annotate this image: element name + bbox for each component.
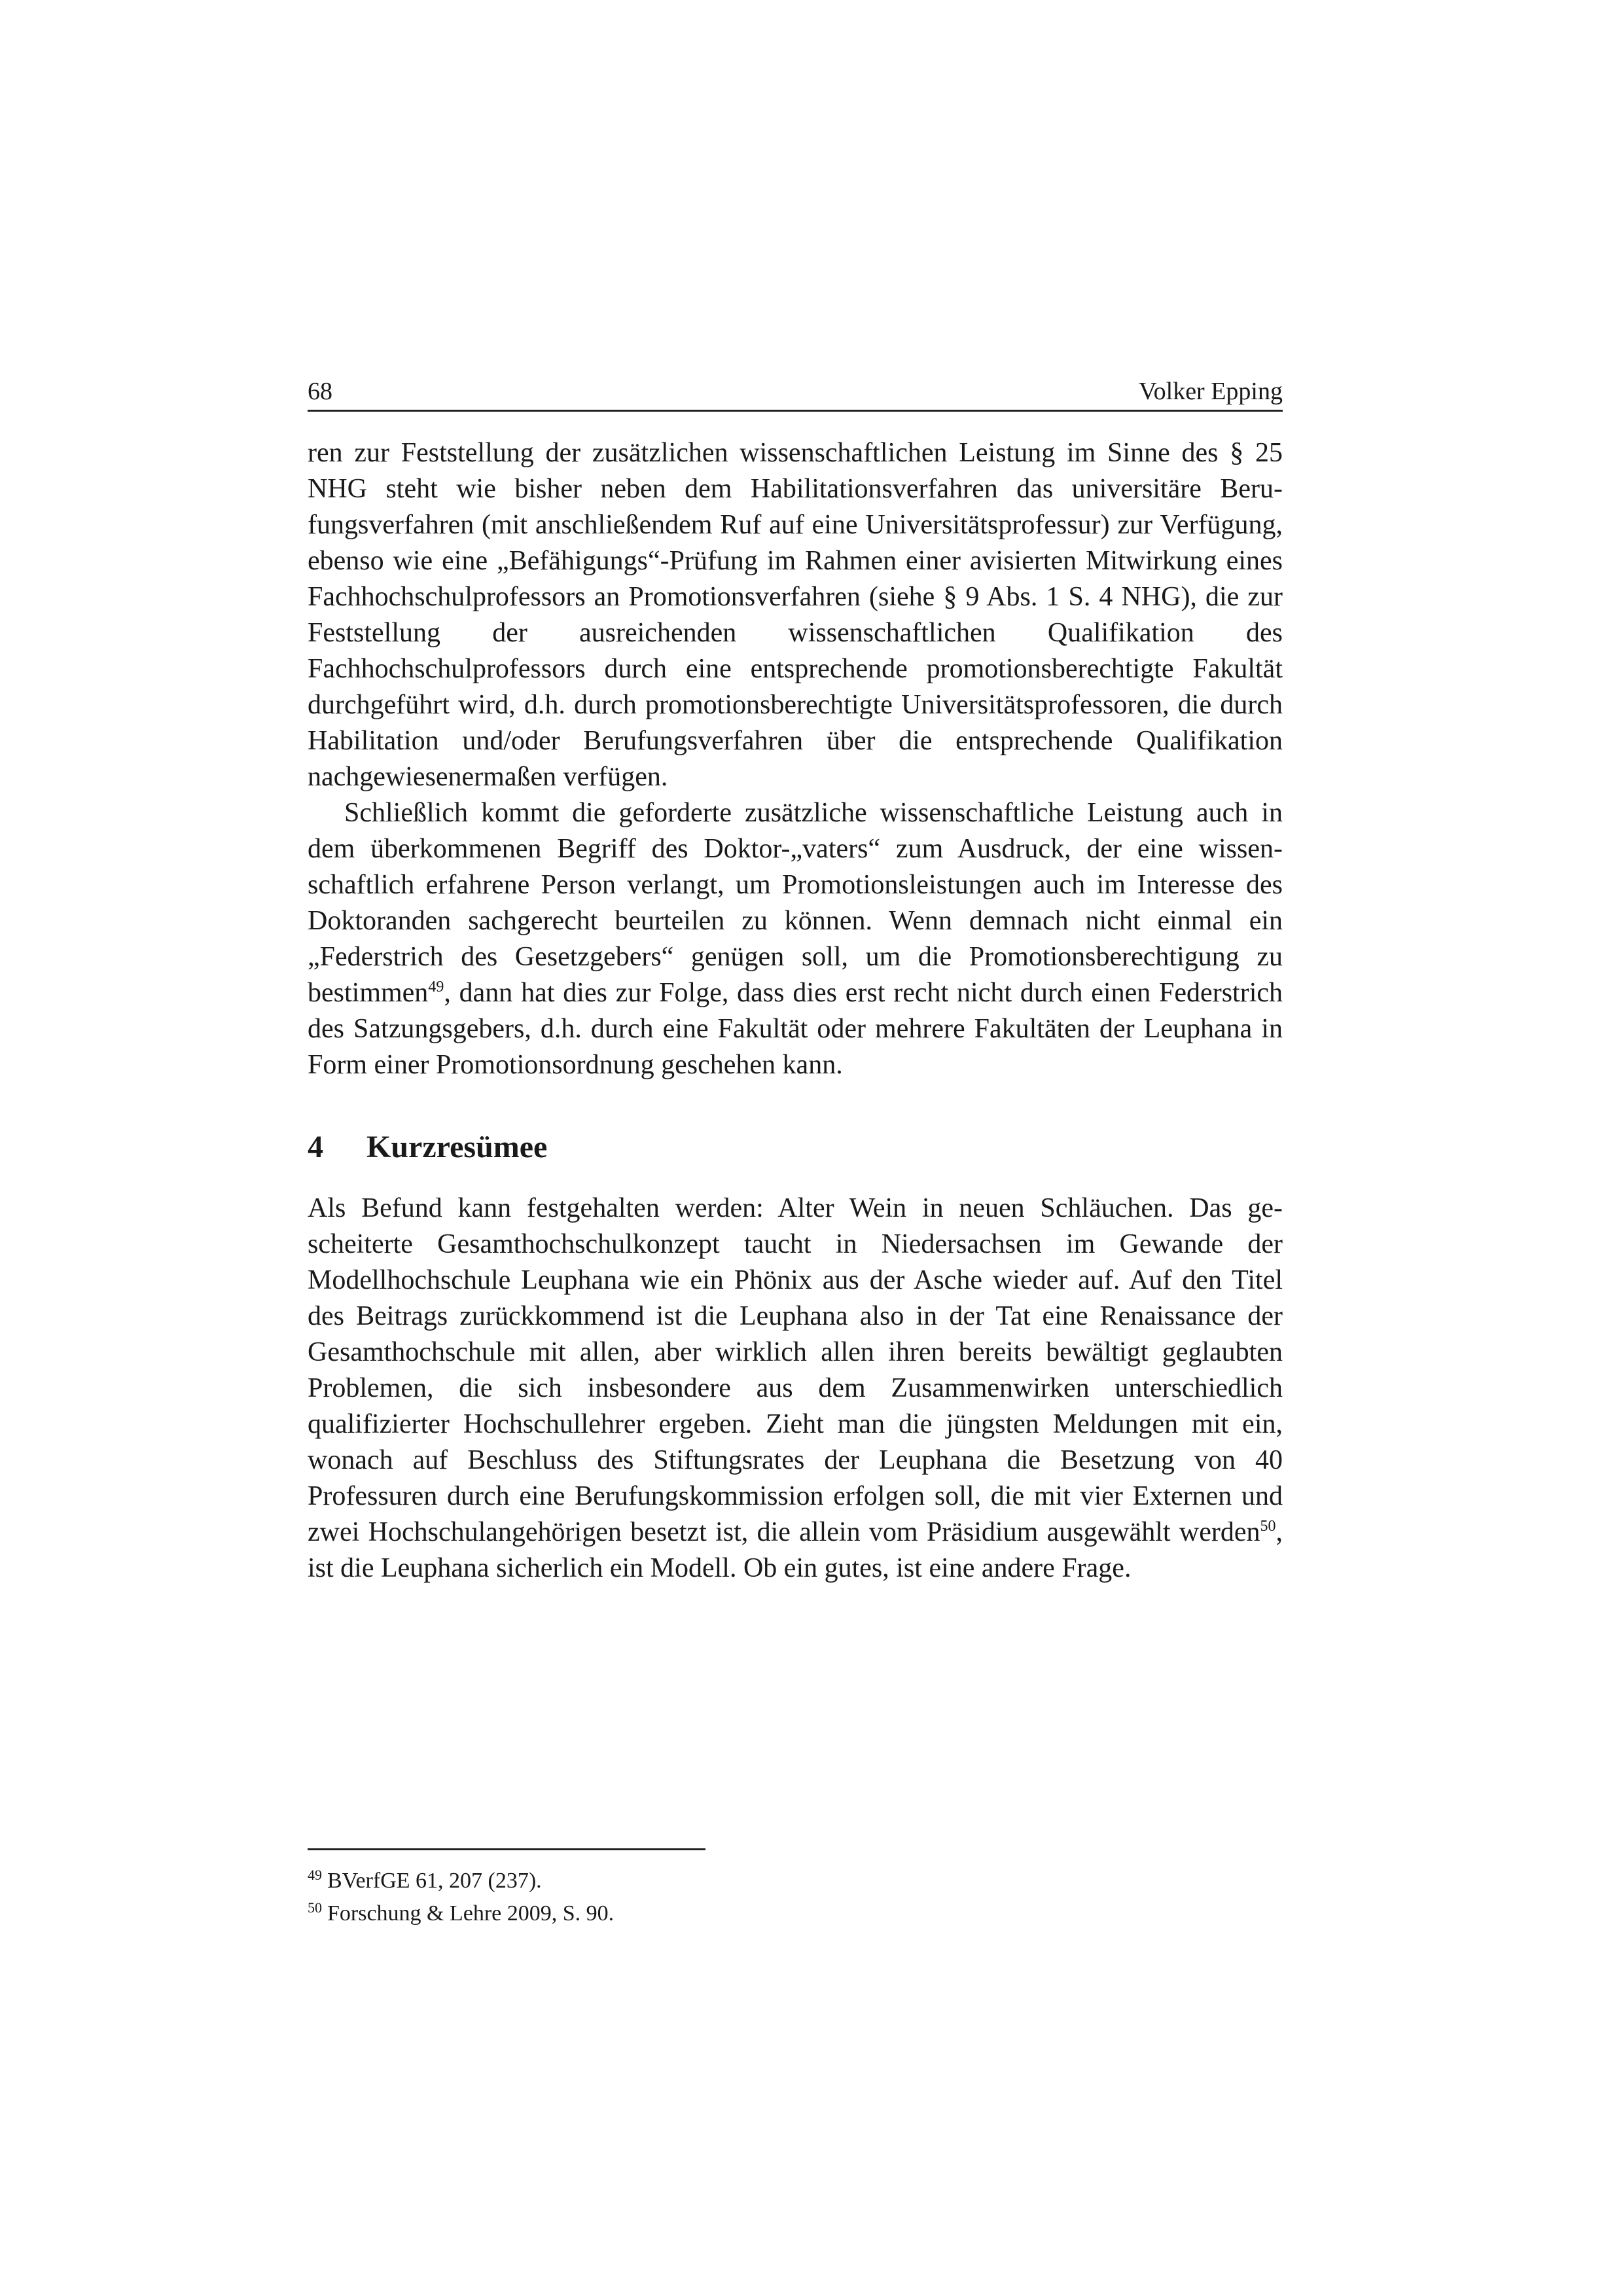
running-header-author: Volker Epping: [1139, 378, 1283, 405]
page-number: 68: [308, 378, 332, 405]
page-body: [308, 373, 1283, 1587]
footnote-50: [308, 1897, 1283, 1930]
running-header: [308, 373, 1283, 412]
footnote-text: Forschung & Lehre 2009, S. 90.: [327, 1901, 615, 1926]
footnote-number: 50: [308, 1899, 322, 1916]
footnote-ref-49: 49: [428, 978, 444, 996]
footnote-number: 49: [308, 1866, 322, 1883]
footnote-rule: [308, 1848, 705, 1850]
footnote-text: BVerfGE 61, 207 (237).: [327, 1869, 542, 1893]
paragraph-3-text-a: Als Befund kann festgehalten werden: Alter Wein in neuen Schläuchen. Das gescheiterte Gesamthochschulkonzept taucht in Niedersachsen im Gewande der Modellhochschule Leuphana wie ein Phönix aus der Asche wieder auf. Auf den Titel des Beitrags zurückkommend ist die Leuphana also in der Tat eine Renaissance der Gesamthochschule mit allen, aber wirklich allen ihren bereits bewältigt geglaubten Problemen, die sich insbesondere aus dem Zusammenwirken unterschiedlich qualifizierter Hochschullehrer ergeben. Zieht man die jüngsten Meldungen mit ein, wonach auf Beschluss des Stiftungsrates der Leuphana die Besetzung von 40 Professuren durch eine Berufungskommission erfolgen soll, die mit vier Externen und zwei Hochschulangehörigen besetzt ist, die allein vom Präsidium ausgewählt werden: [308, 1193, 1283, 1547]
paragraph-2-text-a: Schließlich kommt die geforderte zusätzliche wissenschaftliche Leistung auch in dem überkommenen Begriff des Doktor-„vaters“ zum Ausdruck, der eine wissenschaftlich erfahrene Person verlangt, um Promotionsleistungen auch im Interesse des Doktoranden sachgerecht beurteilen zu können. Wenn demnach nicht einmal ein „Federstrich des Gesetzgebers“ genügen soll, um die Promotionsberechtigung zu bestimmen: [308, 798, 1283, 1008]
paragraph-3: [308, 1191, 1283, 1587]
footnotes: [308, 1848, 1283, 1930]
paragraph-2-text-b: , dann hat dies zur Folge, dass dies erst recht nicht durch einen Federstrich des Satzungsgebers, d.h. durch eine Fakultät oder mehrere Fakultäten der Leuphana in Form einer Promotionsordnung geschehen kann.: [308, 978, 1283, 1080]
paragraph-3-text-b: , ist die Leuphana sicherlich ein Modell. Ob ein gutes, ist eine andere Frage.: [308, 1517, 1283, 1583]
body-text: [308, 435, 1283, 1587]
footnote-ref-50: 50: [1260, 1518, 1276, 1535]
section-heading: [308, 1128, 1283, 1167]
footnote-49: [308, 1865, 1283, 1897]
paragraph-1: ren zur Feststellung der zusätzlichen wissenschaftlichen Leistung im Sinne des § 25 NHG steht wie bisher neben dem Habilitationsverfahren das universitäre Berufungsverfahren (mit anschließendem Ruf auf eine Universitätsprofessur) zur Verfügung, ebenso wie eine „Befähigungs“-Prüfung im Rahmen einer avisierten Mitwirkung eines Fachhochschulprofessors an Promotionsverfahren (siehe § 9 Abs. 1 S. 4 NHG), die zur Feststellung der ausreichenden wissenschaftlichen Qualifikation des Fachhochschulprofessors durch eine entsprechende promotionsberechtigte Fakultät durchgeführt wird, d.h. durch promotionsberechtigte Universitätsprofessoren, die durch Habilitation und/oder Berufungsverfahren über die entsprechende Qualifikation nachgewiesenermaßen verfügen.: [308, 438, 1283, 792]
section-title: Kurzresümee: [366, 1130, 548, 1164]
paragraph-2: [308, 795, 1283, 1083]
section-number: 4: [308, 1130, 323, 1164]
